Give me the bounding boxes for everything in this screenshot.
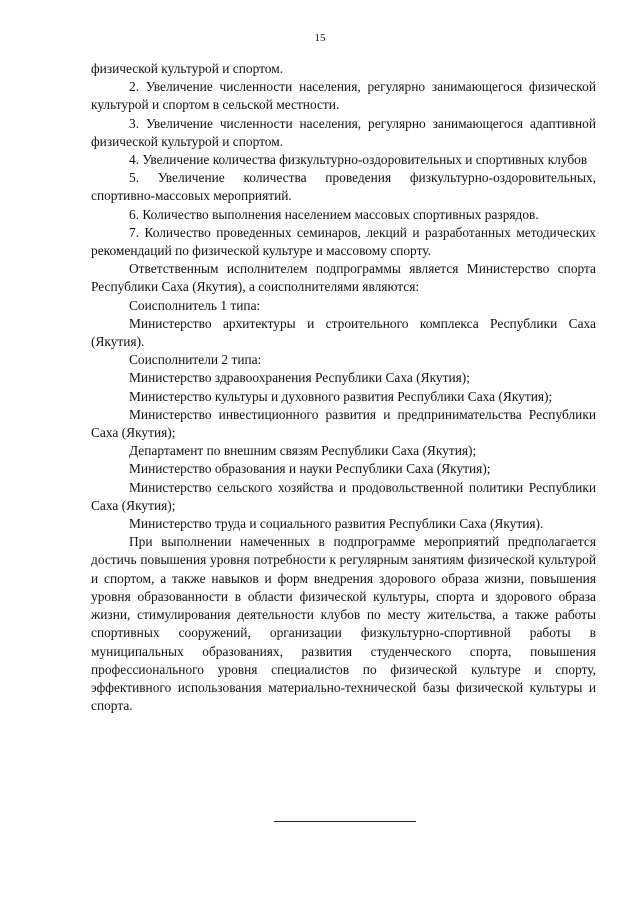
paragraph-co-executors-type-2: Соисполнители 2 типа: bbox=[129, 352, 262, 368]
paragraph-ministry-education: Министерство образования и науки Республики Саха (Якутия); bbox=[129, 461, 491, 477]
paragraph-ministry-culture: Министерство культуры и духовного развития Республики Саха (Якутия); bbox=[129, 388, 553, 404]
list-item-2: 2. Увеличение численности населения, регулярно занимающегося физической культурой и спортом в сельской местности. bbox=[91, 79, 596, 113]
paragraph-ministry-labor: Министерство труда и социального развития Республики Саха (Якутия). bbox=[129, 516, 544, 532]
paragraph-ministry-architecture: Министерство архитектуры и строительного комплекса Республики Саха (Якутия). bbox=[91, 315, 596, 350]
paragraph-department-foreign: Департамент по внешним связям Республики Саха (Якутия); bbox=[129, 443, 477, 459]
page-number: 15 bbox=[314, 32, 326, 44]
document-body bbox=[91, 60, 596, 715]
list-item-5: 5. Увеличение количества проведения физкультурно-оздоровительных, спортивно-массовых мероприятий. bbox=[91, 170, 596, 204]
paragraph-ministry-agriculture: Министерство сельского хозяйства и продовольственной политики Республики Саха (Якутия); bbox=[91, 479, 596, 513]
paragraph-expected-results: При выполнении намеченных в подпрограмме мероприятий предполагается достичь повышения уровня потребности к регулярным занятиям физической культурой и спортом, а также навыков и форм внедрения здорового образа жизни, повышения уровня образованности в области физической культуры, спорта и здорового образа жизни, стимулирования деятельности клубов по месту жительства, а также работы спортивных сооружений, организации физкультурно-спортивной работы в муниципальных образованиях, развития студенческого спорта, повышения профессионального уровня специалистов по физической культуре и спорту, эффективного использования материально-технической базы физической культуры и спорта. bbox=[91, 534, 596, 714]
list-item-7: 7. Количество проведенных семинаров, лекций и разработанных методических рекомендаций по физической культуре и массовому спорту. bbox=[91, 224, 596, 259]
paragraph-ministry-health: Министерство здравоохранения Республики Саха (Якутия); bbox=[129, 370, 470, 386]
list-item-3: 3. Увеличение численности населения, регулярно занимающегося адаптивной физической культурой и спортом. bbox=[91, 115, 596, 149]
list-item-4: 4. Увеличение количества физкультурно-оздоровительных и спортивных клубов bbox=[129, 152, 588, 168]
paragraph-responsible: Ответственным исполнителем подпрограммы является Министерство спорта Республики Саха (Якутия), а соисполнителями являются: bbox=[91, 261, 596, 295]
paragraph-ministry-investment: Министерство инвестиционного развития и предпринимательства Республики Саха (Якутия); bbox=[91, 406, 596, 441]
list-item-6: 6. Количество выполнения населением массовых спортивных разрядов. bbox=[129, 206, 539, 222]
paragraph-continuation: физической культурой и спортом. bbox=[91, 61, 284, 76]
footer-divider bbox=[274, 821, 416, 822]
paragraph-co-executor-type-1: Соисполнитель 1 типа: bbox=[129, 297, 261, 313]
